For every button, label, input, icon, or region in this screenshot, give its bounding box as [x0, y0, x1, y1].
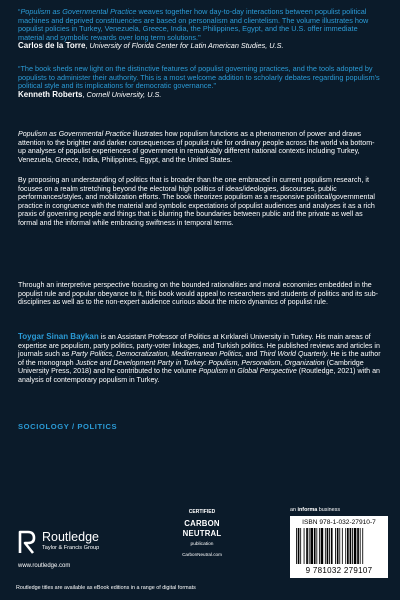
quote-book-title: Populism as Governmental Practice: [20, 7, 137, 16]
publisher-logo: [16, 527, 156, 573]
author-name: Toygar Sinan Baykan: [18, 332, 99, 341]
seal-carbon: CARBON: [184, 519, 220, 528]
paragraph-text: illustrates how populism functions as a phenomenon of power and draws attention to the brighter and darker consequences of populist rule for ordinary people across the world via bottom-up analyses of populist experiences of government in remarkably different national contexts including Turkey, Venezuela, Greece, India, Philippines, Egypt, and the United States.: [18, 130, 375, 164]
subject-category: SOCIOLOGY / POLITICS: [18, 422, 118, 431]
informa-brand: informa: [297, 507, 318, 513]
endorsement-quote-1: [18, 8, 380, 51]
quote-attribution: Carlos de la Torre, University of Florida Center for Latin American Studies, U.S.: [18, 41, 284, 51]
seal-site: CarbonNeutral.com: [182, 552, 222, 557]
informa-prefix: an: [290, 507, 298, 513]
quote-text: The book sheds new light on the distinctive features of populist governing practices, and the tools adopted by populists to administer their authority. This is a most welcome addition to scholarly debates regarding populism's political style and its implications for democratic governance.": [18, 64, 380, 91]
bio-text: and: [243, 350, 260, 359]
seal-publication: publication: [190, 542, 214, 547]
quote-attribution: Kenneth Roberts, Cornell University, U.S.: [18, 89, 162, 99]
carbon-neutral-seal: [179, 509, 225, 579]
seal-certified: CERTIFIED: [188, 509, 216, 515]
barcode-icon: [294, 528, 384, 566]
bio-book-title: Justice and Development Party in Turkey: Populism, Personalism, Organization: [75, 358, 325, 367]
description-paragraph-2: By proposing an understanding of politics that is broader than the one embraced in current populism research, it focuses on a realm stretching beyond the electoral high politics of ideas/ideologies, discourses, public performances/styles, and mobilization efforts. The book theorizes populism as a responsive political/governmental practice in congruence with the material and symbolic expectations of populist audiences and analyses it as a rich praxis of governing people and things that is blurring the boundaries between public and the private as well as formal and the informal while embracing swiftness in temporal terms.: [18, 176, 375, 227]
ebook-note: Routledge titles are available as eBook editions in a range of digital formats: [16, 585, 196, 591]
quote-author: Carlos de la Torre: [18, 41, 86, 51]
bio-text: (Cambridge University Press, 2018) and he contributed to the volume: [18, 358, 364, 376]
bio-text: He is the author of the monograph: [18, 350, 381, 367]
book-title-italic: Populism as Governmental Practice: [18, 130, 131, 138]
description-paragraph-3: Through an interpretive perspective focusing on the bounded rationalities and moral economies embedded in the populist rule and popular obeyance to it, this book would appeal to researchers and students of politics and its sub-disciplines as well as to the non-expert audience curious about the micro dynamics of populist rule.: [18, 281, 379, 307]
informa-suffix: business: [317, 507, 341, 513]
bio-text: (Routledge, 2021) with an analysis of contemporary populism in Turkey.: [18, 367, 380, 384]
endorsement-quote-2: [18, 65, 380, 99]
quote-text: weaves together how day-to-day interactions between populist political machines and deprived constituencies are based on personalism and clientelism. The volume illustrates how populist policies in Turkey, Venezuela, Greece, India, the Philippines, Egypt, and the U.S. offer immediate material and symbolic rewards over long term solutions.": [18, 7, 369, 42]
quote-affiliation: Cornell University, U.S.: [86, 89, 162, 99]
bio-book-title: Populism in Global Perspective: [198, 367, 297, 376]
barcode-digits: 9 781032 279107: [305, 566, 373, 575]
quote-affiliation: University of Florida Center for Latin American Studies, U.S.: [89, 41, 284, 51]
quote-open-mark: “: [18, 7, 21, 16]
publisher-group: Taylor & Francis Group: [42, 545, 100, 551]
quote-author: Kenneth Roberts: [18, 89, 83, 99]
bio-journals: Party Politics, Democratization, Mediterranean Politics,: [71, 350, 244, 359]
isbn-number: ISBN 978-1-032-27910-7: [302, 519, 376, 526]
seal-neutral: NEUTRAL: [182, 529, 222, 538]
routledge-logo-icon: [16, 529, 38, 555]
quote-open-mark: “: [18, 64, 21, 73]
bio-journal: Third World Quarterly.: [259, 350, 329, 359]
author-bio: [18, 333, 382, 385]
publisher-name: Routledge: [42, 530, 99, 544]
informa-business-label: [290, 507, 340, 513]
isbn-barcode: [290, 516, 388, 578]
description-paragraph-1: [18, 130, 382, 164]
bio-text: is an Assistant Professor of Politics at Kırklareli University in Turkey. His main areas of expertise are populism, party politics, party-voter linkages, and Turkish politics. He published reviews and articles in journals such as: [18, 333, 380, 359]
publisher-url: www.routledge.com: [18, 563, 71, 569]
